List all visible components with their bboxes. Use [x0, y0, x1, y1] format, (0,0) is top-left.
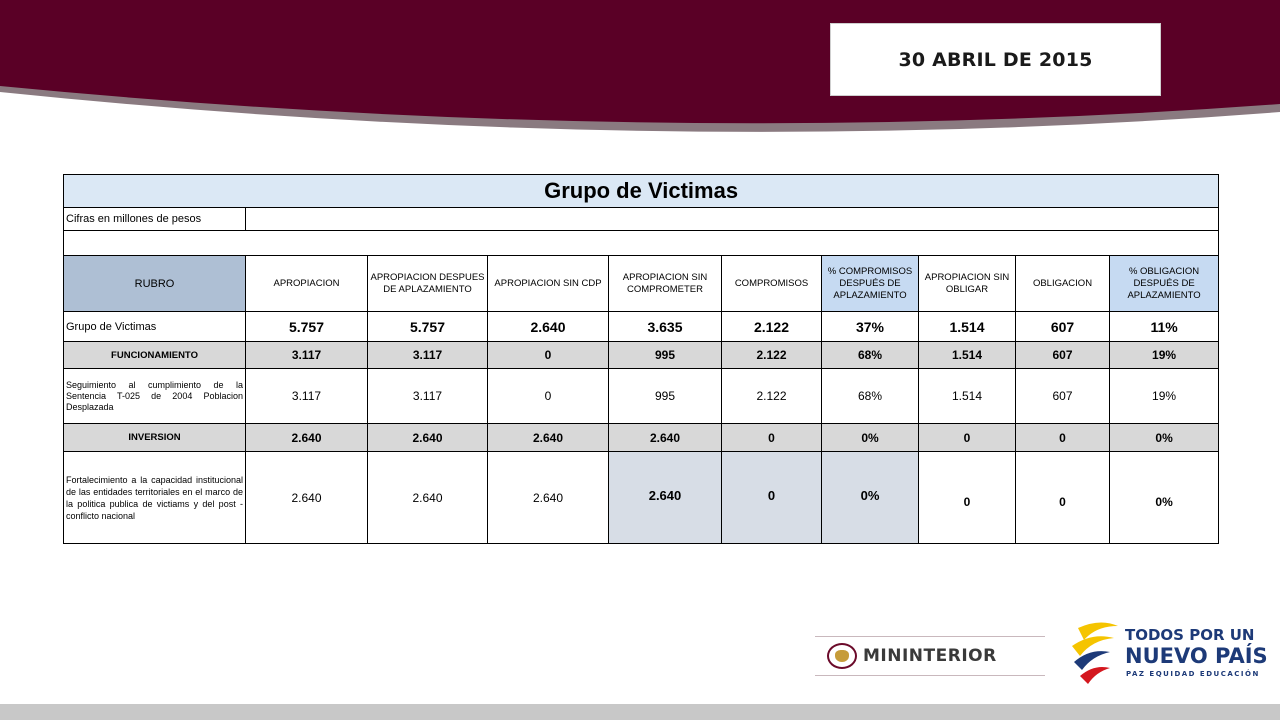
table-row [64, 369, 1219, 424]
table-cell: 0% [1110, 424, 1219, 452]
table-cell: 0 [1016, 452, 1110, 544]
table-cell: 68% [822, 342, 919, 369]
table-cell: 0 [919, 452, 1016, 544]
table-cell: 19% [1110, 342, 1219, 369]
slogan-line-2: NUEVO PAÍS [1125, 644, 1268, 668]
table-cell: 1.514 [919, 312, 1016, 342]
table-cell: 607 [1016, 369, 1110, 424]
table-cell: 0 [919, 424, 1016, 452]
column-header: % OBLIGACION DESPUÉS DE APLAZAMIENTO [1110, 256, 1219, 312]
table-cell: 37% [822, 312, 919, 342]
blank-cell [64, 231, 1219, 256]
table-cell: 3.117 [368, 342, 488, 369]
column-header: OBLIGACION [1016, 256, 1110, 312]
table-row [64, 452, 1219, 544]
column-header: APROPIACION SIN OBLIGAR [919, 256, 1016, 312]
table-cell: 1.514 [919, 369, 1016, 424]
column-header: APROPIACION SIN COMPROMETER [609, 256, 722, 312]
footer-logos [815, 618, 1268, 688]
column-header: RUBRO [64, 256, 246, 312]
table-cell: 0% [1110, 452, 1219, 544]
table-cell: 2.640 [609, 452, 722, 544]
unit-note: Cifras en millones de pesos [64, 208, 246, 231]
table-cell: 68% [822, 369, 919, 424]
table-cell: 2.640 [488, 424, 609, 452]
report-date: 30 ABRIL DE 2015 [898, 48, 1093, 71]
column-header: % COMPROMISOS DESPUÉS DE APLAZAMIENTO [822, 256, 919, 312]
table-cell: 0 [1016, 424, 1110, 452]
table-cell: 2.122 [722, 342, 822, 369]
table-cell: 2.122 [722, 369, 822, 424]
coat-of-arms-icon [827, 643, 857, 669]
table-cell: 19% [1110, 369, 1219, 424]
unit-row-blank [246, 208, 1219, 231]
table-row [64, 424, 1219, 452]
table-cell: 607 [1016, 312, 1110, 342]
flag-swoosh-icon [1070, 618, 1124, 688]
table-cell: 5.757 [368, 312, 488, 342]
slogan-line-3: PAZ EQUIDAD EDUCACIÓN [1126, 670, 1260, 678]
row-label: INVERSION [64, 424, 246, 452]
table-cell: 3.117 [246, 369, 368, 424]
header-row [64, 256, 1219, 312]
table-cell: 2.640 [368, 452, 488, 544]
budget-table-wrapper [63, 174, 1218, 544]
table-cell: 0 [488, 369, 609, 424]
table-cell: 607 [1016, 342, 1110, 369]
table-cell: 2.640 [246, 452, 368, 544]
table-cell: 0 [488, 342, 609, 369]
table-cell: 2.640 [246, 424, 368, 452]
column-header: APROPIACION [246, 256, 368, 312]
table-cell: 2.640 [488, 452, 609, 544]
table-cell: 2.122 [722, 312, 822, 342]
slogan-line-1: TODOS POR UN [1125, 626, 1255, 644]
table-cell: 2.640 [609, 424, 722, 452]
row-label: Grupo de Victimas [64, 312, 246, 342]
table-cell: 3.635 [609, 312, 722, 342]
todos-por-un-nuevo-pais-logo [1070, 618, 1268, 688]
table-cell: 5.757 [246, 312, 368, 342]
table-cell: 2.640 [368, 424, 488, 452]
row-label: Fortalecimiento a la capacidad institucional de las entidades territoriales en el marco de la politica publica de victiams y del post - conflicto nacional [64, 452, 246, 544]
table-row [64, 312, 1219, 342]
column-header: COMPROMISOS [722, 256, 822, 312]
table-cell: 995 [609, 342, 722, 369]
table-cell: 11% [1110, 312, 1219, 342]
title-row [64, 175, 1219, 208]
table-cell: 0 [722, 424, 822, 452]
table-cell: 0% [822, 452, 919, 544]
blank-row [64, 231, 1219, 256]
column-header: APROPIACION DESPUES DE APLAZAMIENTO [368, 256, 488, 312]
row-label: FUNCIONAMIENTO [64, 342, 246, 369]
column-header: APROPIACION SIN CDP [488, 256, 609, 312]
table-cell: 0 [722, 452, 822, 544]
table-cell: 1.514 [919, 342, 1016, 369]
table-cell: 995 [609, 369, 722, 424]
table-title: Grupo de Victimas [64, 175, 1219, 208]
mininterior-logo [815, 636, 1045, 676]
unit-row [64, 208, 1219, 231]
table-cell: 2.640 [488, 312, 609, 342]
budget-table [63, 174, 1219, 544]
table-cell: 3.117 [246, 342, 368, 369]
table-cell: 0% [822, 424, 919, 452]
bottom-bar [0, 704, 1280, 720]
ministry-name: MININTERIOR [863, 646, 997, 666]
row-label: Seguimiento al cumplimiento de la Sentencia T-025 de 2004 Poblacion Desplazada [64, 369, 246, 424]
table-row [64, 342, 1219, 369]
date-box [830, 23, 1161, 96]
table-cell: 3.117 [368, 369, 488, 424]
